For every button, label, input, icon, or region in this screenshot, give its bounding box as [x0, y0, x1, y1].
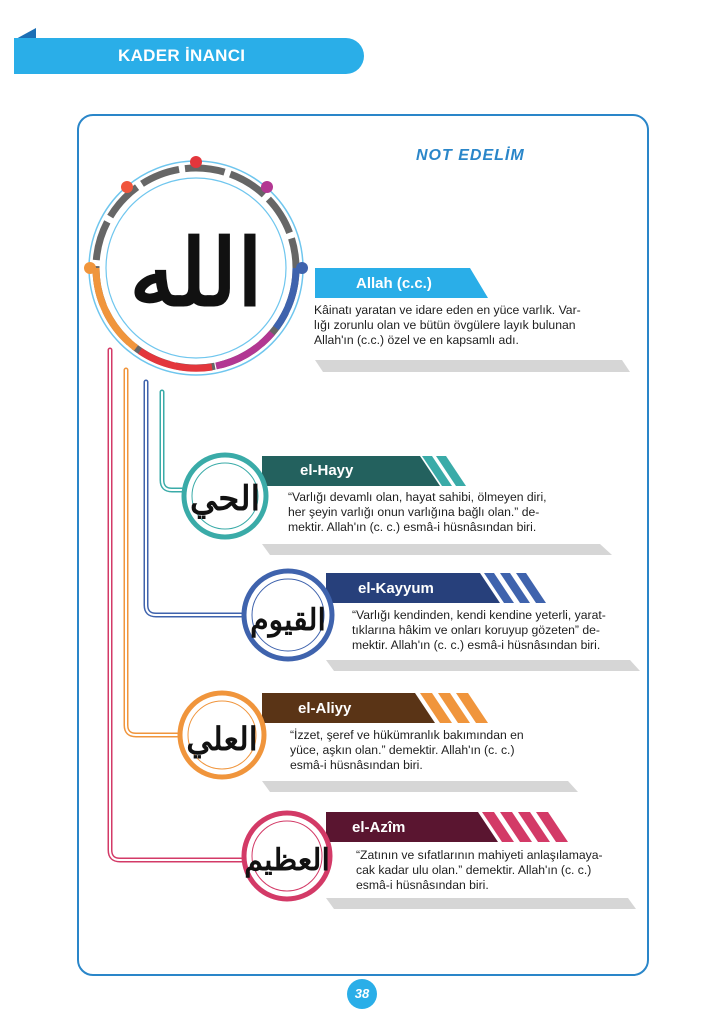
- allah-calligraphy: الله: [129, 219, 263, 327]
- connector-azim: [110, 350, 245, 860]
- hayy-name: el-Hayy: [300, 462, 354, 479]
- page-number: 38: [347, 979, 377, 1009]
- hayy-description: “Varlığı devamlı olan, hayat sahibi, ölmeyen diri, her şeyin varlığı onun varlığına bağlı olan.” de- mektir. Allah'ın (c. c.) esmâ-i hüsnâsından biri.: [288, 490, 547, 534]
- page-title: KADER İNANCI: [118, 46, 246, 65]
- connector-aliyy: [126, 370, 182, 735]
- kayyum-description: “Varlığı kendinden, kendi kendine yeterli, yarat- tıklarına hâkim ve onları koruyup gözeten” de- mektir. Allah'ın (c. c.) esmâ-i hüsnâsından biri.: [352, 608, 606, 652]
- azim-name: el-Azîm: [352, 819, 406, 836]
- aliyy-name: el-Aliyy: [298, 700, 352, 717]
- azim-description: “Zatının ve sıfatlarının mahiyeti anlaşılamaya- cak kadar ulu olan.” demektir. Allah'ın (c. c.) esmâ-i hüsnâsından biri.: [356, 848, 603, 892]
- allah-name: Allah (c.c.): [356, 275, 432, 292]
- allah-description: Kâinatı yaratan ve idare eden en yüce varlık. Var- lığı zorunlu olan ve bütün övgülere layık bulunan Allah'ın (c.c.) özel ve en kapsamlı adı.: [314, 303, 581, 347]
- aliyy-calligraphy: العلي: [186, 720, 258, 758]
- connector-hayy: [162, 392, 182, 490]
- azim-calligraphy: العظيم: [244, 843, 330, 878]
- note-title: NOT EDELİM: [416, 147, 525, 164]
- allah-gray-bar: [315, 360, 630, 372]
- hayy-calligraphy: الحي: [189, 479, 261, 519]
- aliyy-description: “İzzet, şeref ve hükümranlık bakımından en yüce, aşkın olan.” demektir. Allah'ın (c. c.) esmâ-i hüsnâsından biri.: [290, 728, 524, 772]
- kayyum-name: el-Kayyum: [358, 580, 434, 597]
- kayyum-calligraphy: القيوم: [250, 603, 326, 638]
